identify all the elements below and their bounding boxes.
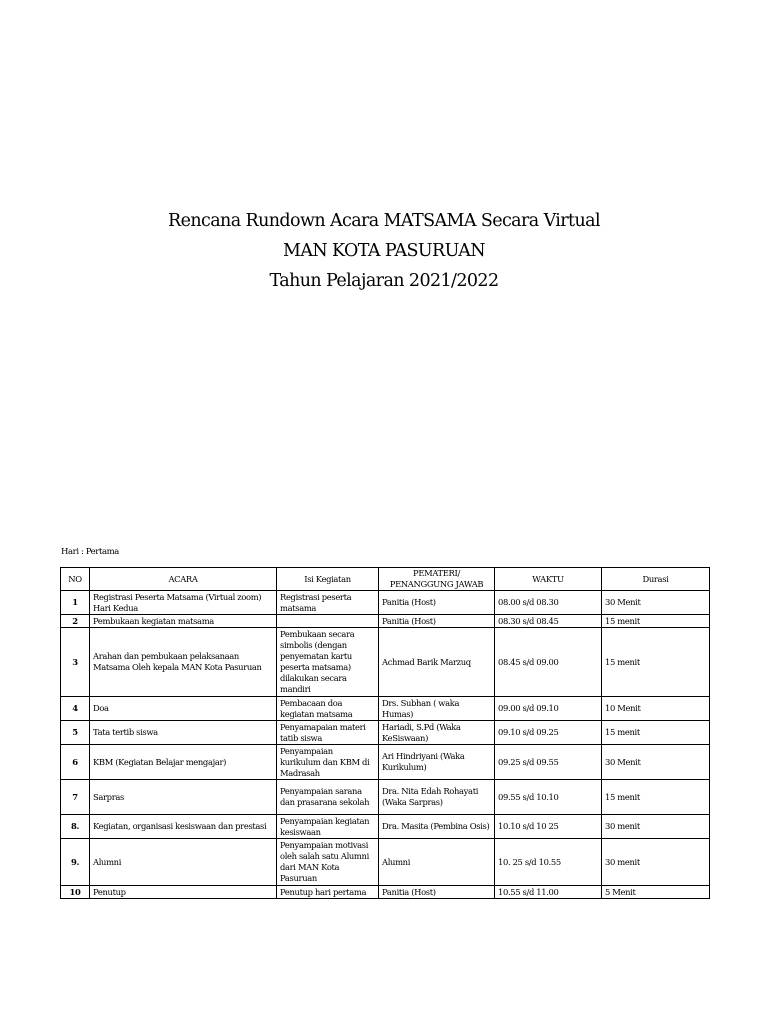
cell-no: 10: [61, 886, 90, 899]
title-line-3: Tahun Pelajaran 2021/2022: [269, 271, 499, 291]
document-title-block: [0, 210, 768, 300]
cell-isi: Penyampaian kurikulum dan KBM di Madrasah: [277, 745, 379, 780]
cell-pemateri: Ari Hindriyani (Waka Kurikulum): [379, 745, 495, 780]
cell-durasi: 15 menit: [602, 615, 710, 628]
cell-pemateri: Panitia (Host): [379, 886, 495, 899]
cell-pemateri: Alumni: [379, 839, 495, 886]
cell-pemateri: Dra. Nita Edah Rohayati (Waka Sarpras): [379, 780, 495, 815]
header-pemateri: PEMATERI/ PENANGGUNG JAWAB: [379, 568, 495, 591]
header-no: NO: [61, 568, 90, 591]
cell-no: 2: [61, 615, 90, 628]
cell-durasi: 15 menit: [602, 721, 710, 745]
header-waktu: WAKTU: [495, 568, 602, 591]
cell-acara: Penutup: [90, 886, 277, 899]
cell-acara: Kegiatan, organisasi kesiswaan dan prestasi: [90, 815, 277, 839]
cell-waktu: 09.10 s/d 09.25: [495, 721, 602, 745]
cell-waktu: 09.55 s/d 10.10: [495, 780, 602, 815]
cell-pemateri: Drs. Subhan ( waka Humas): [379, 697, 495, 721]
title-line-1: Rencana Rundown Acara MATSAMA Secara Virtual: [168, 211, 600, 231]
cell-no: 9.: [61, 839, 90, 886]
cell-isi: Penyampaian motivasi oleh salah satu Alumni dari MAN Kota Pasuruan: [277, 839, 379, 886]
cell-isi: Pembukaan secara simbolis (dengan penyematan kartu peserta matsama) dilakukan secara mandiri: [277, 628, 379, 697]
table-header-row: [61, 568, 710, 591]
cell-waktu: 09.00 s/d 09.10: [495, 697, 602, 721]
cell-acara: Alumni: [90, 839, 277, 886]
cell-pemateri: Achmad Barik Marzuq: [379, 628, 495, 697]
table-row: [61, 697, 710, 721]
cell-waktu: 08.00 s/d 08.30: [495, 591, 602, 615]
cell-pemateri: Dra. Masita (Pembina Osis): [379, 815, 495, 839]
cell-isi: [277, 615, 379, 628]
cell-no: 7: [61, 780, 90, 815]
cell-waktu: 10. 25 s/d 10.55: [495, 839, 602, 886]
cell-pemateri: Panitia (Host): [379, 591, 495, 615]
cell-waktu: 10.55 s/d 11.00: [495, 886, 602, 899]
cell-isi: Penutup hari pertama: [277, 886, 379, 899]
cell-isi: Penyampaian sarana dan prasarana sekolah: [277, 780, 379, 815]
cell-no: 3: [61, 628, 90, 697]
rundown-table: [60, 567, 710, 899]
cell-isi: Registrasi peserta matsama: [277, 591, 379, 615]
title-line-2: MAN KOTA PASURUAN: [283, 241, 485, 261]
cell-durasi: 30 Menit: [602, 591, 710, 615]
header-durasi: Durasi: [602, 568, 710, 591]
cell-durasi: 5 Menit: [602, 886, 710, 899]
cell-durasi: 30 menit: [602, 839, 710, 886]
table-row: [61, 886, 710, 899]
header-acara: ACARA: [90, 568, 277, 591]
cell-no: 1: [61, 591, 90, 615]
cell-no: 6: [61, 745, 90, 780]
cell-isi: Penyamapaian materi tatib siswa: [277, 721, 379, 745]
cell-durasi: 30 menit: [602, 815, 710, 839]
header-isi-kegiatan: Isi Kegiatan: [277, 568, 379, 591]
cell-no: 8.: [61, 815, 90, 839]
cell-acara: Registrasi Peserta Matsama (Virtual zoom) Hari Kedua: [90, 591, 277, 615]
cell-pemateri: Panitia (Host): [379, 615, 495, 628]
table-row: [61, 839, 710, 886]
cell-acara: Arahan dan pembukaan pelaksanaan Matsama Oleh kepala MAN Kota Pasuruan: [90, 628, 277, 697]
cell-waktu: 08.45 s/d 09.00: [495, 628, 602, 697]
cell-acara: KBM (Kegiatan Belajar mengajar): [90, 745, 277, 780]
cell-pemateri: Hariadi, S.Pd (Waka KeSiswaan): [379, 721, 495, 745]
cell-waktu: 10.10 s/d 10 25: [495, 815, 602, 839]
table-row: [61, 780, 710, 815]
table-row: [61, 628, 710, 697]
cell-durasi: 10 Menit: [602, 697, 710, 721]
table-row: [61, 615, 710, 628]
table-row: [61, 591, 710, 615]
day-label: Hari : Pertama: [61, 547, 119, 557]
cell-waktu: 09.25 s/d 09.55: [495, 745, 602, 780]
cell-no: 5: [61, 721, 90, 745]
cell-no: 4: [61, 697, 90, 721]
cell-acara: Tata tertib siswa: [90, 721, 277, 745]
cell-acara: Doa: [90, 697, 277, 721]
cell-durasi: 15 menit: [602, 780, 710, 815]
cell-acara: Pembukaan kegiatan matsama: [90, 615, 277, 628]
table-row: [61, 721, 710, 745]
cell-isi: Pembacaan doa kegiatan matsama: [277, 697, 379, 721]
table-row: [61, 745, 710, 780]
cell-acara: Sarpras: [90, 780, 277, 815]
cell-waktu: 08.30 s/d 08.45: [495, 615, 602, 628]
cell-durasi: 30 Menit: [602, 745, 710, 780]
cell-durasi: 15 menit: [602, 628, 710, 697]
cell-isi: Penyampaian kegiatan kesiswaan: [277, 815, 379, 839]
table-row: [61, 815, 710, 839]
